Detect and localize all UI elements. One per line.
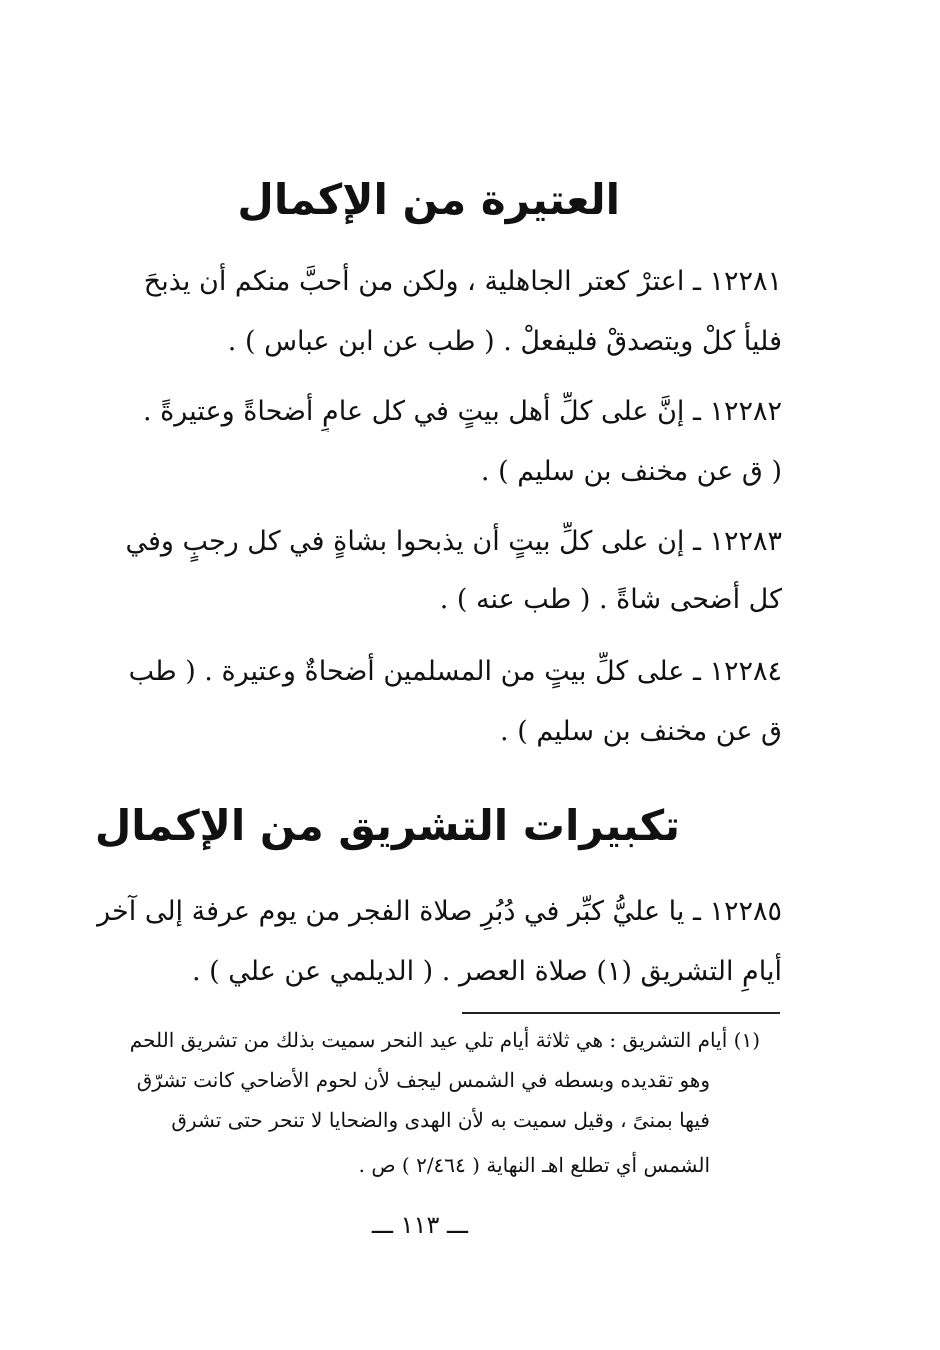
- footnote-divider: [462, 1012, 780, 1014]
- hadith-12281-line-2: فليأ كلْ ويتصدقْ فليفعلْ . ( طب عن ابن عباس ) .: [227, 326, 782, 357]
- footnote-line: وهو تقديده وبسطه في الشمس ليجف لأن لحوم الأضاحي كانت تشرّق: [136, 1068, 710, 1092]
- section-heading-takbirat: تكبيرات التشريق من الإكمال: [94, 801, 680, 850]
- hadith-12284-line-2: ق عن مخنف بن سليم ) .: [500, 716, 782, 747]
- hadith-12285-line-2: أيامِ التشريق (١) صلاة العصر . ( الديلمي عن علي ) .: [191, 956, 782, 987]
- hadith-12282-line-1: ١٢٢٨٢ ـ إنَّ على كلِّ أهل بيتٍ في كل عامٍ أُضحاةً وعتيرةً .: [142, 396, 782, 427]
- hadith-12283-line-1: ١٢٢٨٣ ـ إن على كلِّ بيتٍ أن يذبحوا بشاةٍ في كل رجبٍ وفي: [125, 526, 782, 557]
- section-heading-atira: العتيرة من الإكمال: [237, 175, 620, 224]
- hadith-12284-line-1: ١٢٢٨٤ ـ على كلِّ بيتٍ من المسلمين أضحاةٌ وعتيرة . ( طب: [128, 656, 782, 687]
- footnote-line: (١) أيام التشريق : هي ثلاثة أيام تلي عيد النحر سميت بذلك من تشريق اللحم: [129, 1028, 760, 1052]
- footnote-line: الشمس أي تطلع اهـ النهاية ( ٢/٤٦٤ ) ص .: [358, 1153, 710, 1177]
- hadith-12281-line-1: ١٢٢٨١ ـ اعترْ كعتر الجاهلية ، ولكن من أحبَّ منكم أن يذبحَ: [143, 266, 782, 297]
- hadith-12283-line-2: كل أَضحى شاةً . ( طب عنه ) .: [439, 584, 782, 615]
- hadith-12285-line-1: ١٢٢٨٥ ـ يا عليُّ كبِّر في دُبُرِ صلاة الفجر من يوم عرفة إلى آخر: [97, 896, 782, 927]
- footnote-line: فيها بمنىً ، وقيل سميت به لأن الهدى والضحايا لا تنحر حتى تشرق: [171, 1108, 710, 1132]
- page-number: ـــ ١١٣ ـــ: [371, 1211, 469, 1239]
- hadith-12282-line-2: ( ق عن مخنف بن سليم ) .: [480, 456, 782, 487]
